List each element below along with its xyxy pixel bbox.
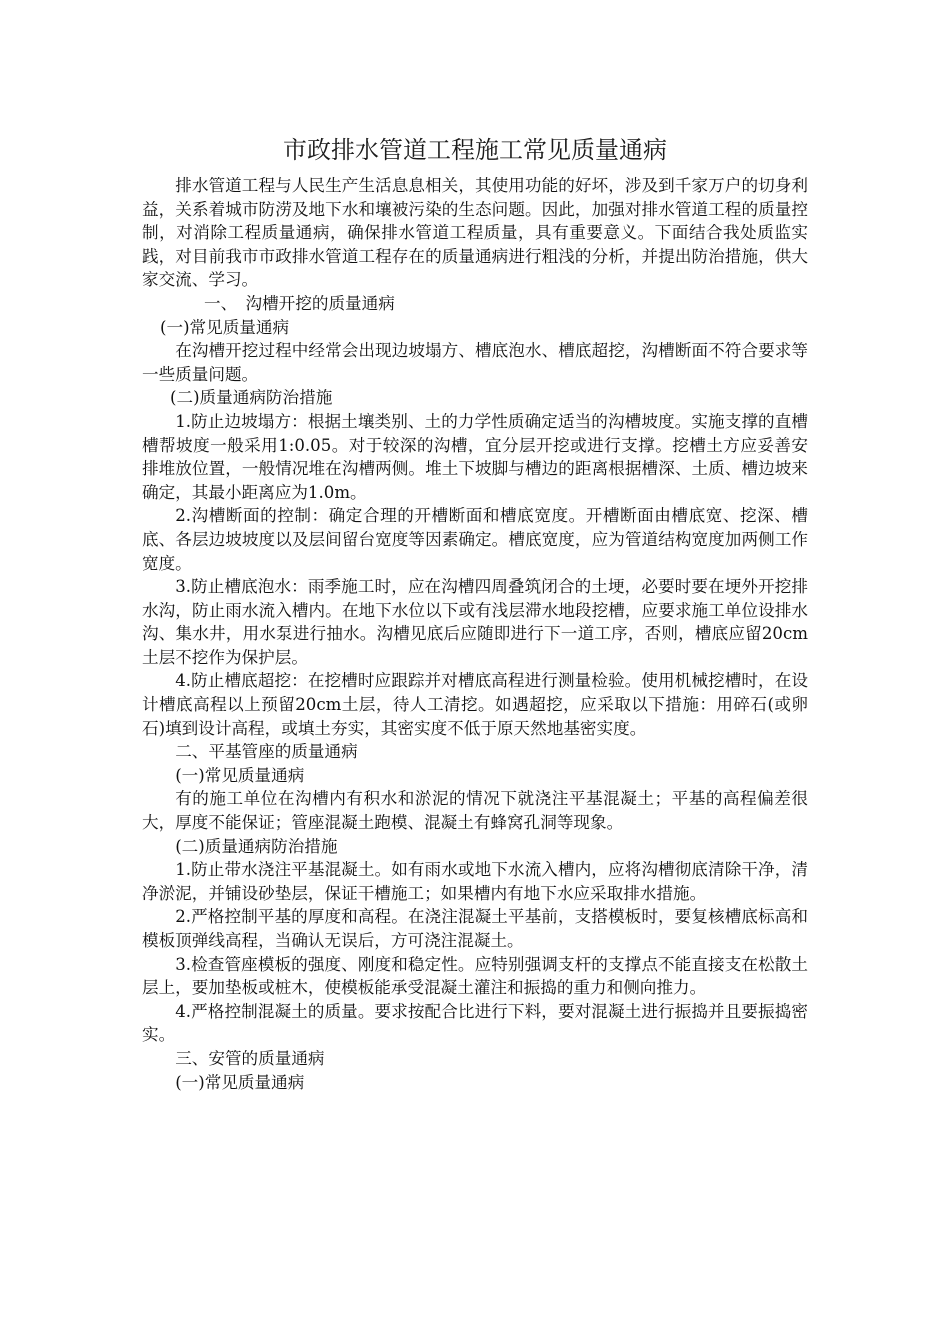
paragraph: 3.防止槽底泡水：雨季施工时，应在沟槽四周叠筑闭合的土埂，必要时要在埂外开挖排水沟，防止雨水流入槽内。在地下水位以下或有浅层滞水地段挖槽，应要求施工单位设排水沟、集水井，用水泵进行抽水。沟槽见底后应随即进行下一道工序，否则，槽底应留20cm土层不挖作为保护层。 bbox=[142, 577, 808, 667]
paragraph: 3.检查管座模板的强度、刚度和稳定性。应特别强调支杆的支撑点不能直接支在松散土层上，要加垫板或桩木，使模板能承受混凝土灌注和振捣的重力和侧向推力。 bbox=[142, 954, 808, 998]
paragraph: (一)常见质量通病 bbox=[175, 1072, 305, 1092]
document-body bbox=[142, 174, 808, 1094]
paragraph: 排水管道工程与人民生产生活息息相关，其使用功能的好坏，涉及到千家万户的切身利益，关系着城市防涝及地下水和壤被污染的生态问题。因此，加强对排水管道工程的质量控制，对消除工程质量通病，确保排水管道工程质量，具有重要意义。下面结合我处质监实践，对目前我市市政排水管道工程存在的质量通病进行粗浅的分析，并提出防治措施，供大家交流、学习。 bbox=[142, 176, 808, 290]
section-heading: 一、 沟槽开挖的质量通病 bbox=[204, 293, 395, 313]
paragraph: 4.严格控制混凝土的质量。要求按配合比进行下料，要对混凝土进行振捣并且要振捣密实。 bbox=[142, 1001, 808, 1045]
paragraph: 在沟槽开挖过程中经常会出现边坡塌方、槽底泡水、槽底超挖，沟槽断面不符合要求等一些质量问题。 bbox=[142, 341, 808, 384]
paragraph: 三、安管的质量通病 bbox=[175, 1048, 325, 1068]
paragraph: 1.防止带水浇注平基混凝土。如有雨水或地下水流入槽内，应将沟槽彻底清除干净，清净淤泥，并铺设砂垫层，保证干槽施工；如果槽内有地下水应采取排水措施。 bbox=[142, 860, 808, 903]
paragraph: 有的施工单位在沟槽内有积水和淤泥的情况下就浇注平基混凝土；平基的高程偏差很大，厚度不能保证；管座混凝土跑模、混凝土有蜂窝孔洞等现象。 bbox=[142, 789, 808, 833]
paragraph: 2.严格控制平基的厚度和高程。在浇注混凝土平基前，支搭模板时，要复核槽底标高和模板顶弹线高程，当确认无误后，方可浇注混凝土。 bbox=[142, 907, 808, 950]
paragraph: 2.沟槽断面的控制：确定合理的开槽断面和槽底宽度。开槽断面由槽底宽、挖深、槽底、各层边坡坡度以及层间留台宽度等因素确定。槽底宽度，应为管道结构宽度加两侧工作宽度。 bbox=[142, 506, 808, 573]
paragraph: (一)常见质量通病 bbox=[175, 765, 305, 785]
document-title: 市政排水管道工程施工常见质量通病 bbox=[283, 136, 667, 164]
section-heading: (一)常见质量通病 bbox=[160, 317, 290, 337]
paragraph: 4.防止槽底超挖：在挖槽时应跟踪并对槽底高程进行测量检验。使用机械挖槽时，在设计槽底高程以上预留20cm土层，待人工清挖。如遇超挖，应采取以下措施：用碎石(或卵石)填到设计高程，或填土夯实，其密实度不低于原天然地基密实度。 bbox=[142, 671, 808, 738]
paragraph: 二、平基管座的质量通病 bbox=[175, 742, 358, 762]
section-heading: (二)质量通病防治措施 bbox=[170, 388, 333, 408]
paragraph: 1.防止边坡塌方：根据土壤类别、土的力学性质确定适当的沟槽坡度。实施支撑的直槽槽帮坡度一般采用1:0.05。对于较深的沟槽，宜分层开挖或进行支撑。挖槽土方应妥善安排堆放位置，一般情况堆在沟槽两侧。堆土下坡脚与槽边的距离根据槽深、土质、槽边坡来确定，其最小距离应为1.0m。 bbox=[142, 411, 808, 502]
paragraph: (二)质量通病防治措施 bbox=[175, 836, 338, 856]
